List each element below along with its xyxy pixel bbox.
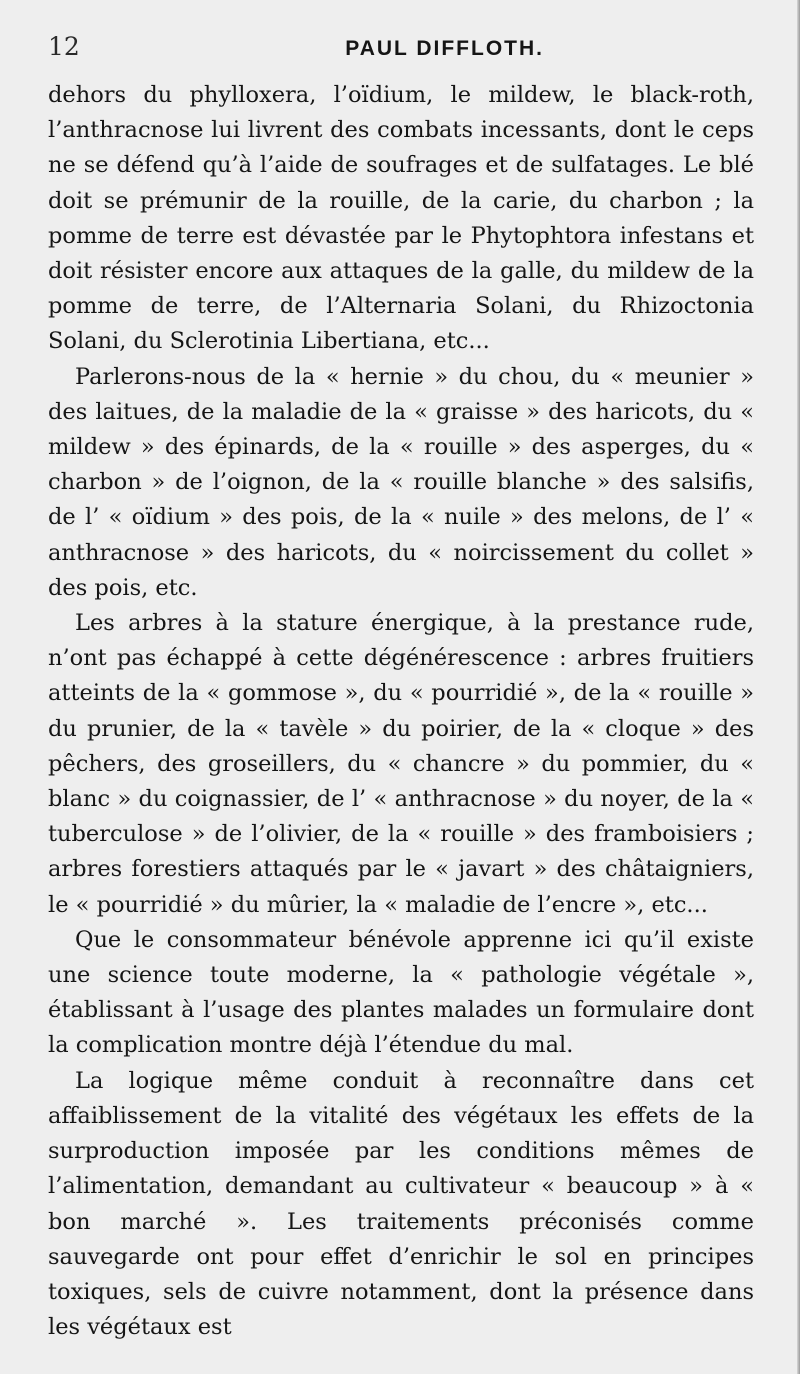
page-header (48, 32, 754, 72)
paragraph-5: La logique même conduit à reconnaître dans cet affaiblissement de la vitalité des végétaux les effets de la surproduction imposée par les conditions mêmes de l’alimentation, demandant au cultivateur « beaucoup » à « bon marché ». Les traitements préconisés comme sauvegarde ont pour effet d’enrichir le sol en principes toxiques, sels de cuivre notamment, dont la présence dans les végétaux est (48, 1067, 754, 1341)
page-number: 12 (48, 32, 80, 61)
paragraph-4: Que le consommateur bénévole apprenne ici qu’il existe une science toute moderne, la « pathologie végétale », établissant à l’usage des plantes malades un formulaire dont la complication montre déjà l’étendue du mal. (48, 926, 754, 1059)
paragraph-3: Les arbres à la stature énergique, à la prestance rude, n’ont pas échappé à cette dégénérescence : arbres fruitiers atteints de la « gommose », du « pourridié », de la « rouille » du prunier, de la « tavèle » du poirier, de la « cloque » des pêchers, des groseillers, du « chancre » du pommier, du « blanc » du coignassier, de l’ « anthracnose » du noyer, de la « tuberculose » de l’olivier, de la « rouille » des framboisiers ; arbres forestiers attaqués par le « javart » des châtaigniers, le « pourridié » du mûrier, la « maladie de l’encre », etc... (48, 610, 754, 918)
paragraph-1: dehors du phylloxera, l’oïdium, le mildew, le black-roth, l’anthracnose lui livrent des combats incessants, dont le ceps ne se défend qu’à l’aide de soufrages et de sulfatages. Le blé doit se prémunir de la rouille, de la carie, du charbon ; la pomme de terre est dévastée par le Phytophtora infestans et doit résister encore aux attaques de la galle, du mildew de la pomme de terre, de l’Alternaria Solani, du Rhizoctonia Solani, du Sclerotinia Libertiana, etc... (48, 82, 754, 355)
running-head: PAUL DIFFLOTH. (345, 37, 544, 60)
paragraph-2: Parlerons-nous de la « hernie » du chou, du « meunier » des laitues, de la maladie de la « graisse » des haricots, du « mildew » des épinards, de la « rouille » des asperges, du « charbon » de l’oignon, de la « rouille blanche » des salsifis, de l’ « oïdium » des pois, de la « nuile » des melons, de l’ « anthracnose » des haricots, du « noircissement du collet » des pois, etc. (48, 363, 754, 601)
body-text (48, 78, 754, 1345)
